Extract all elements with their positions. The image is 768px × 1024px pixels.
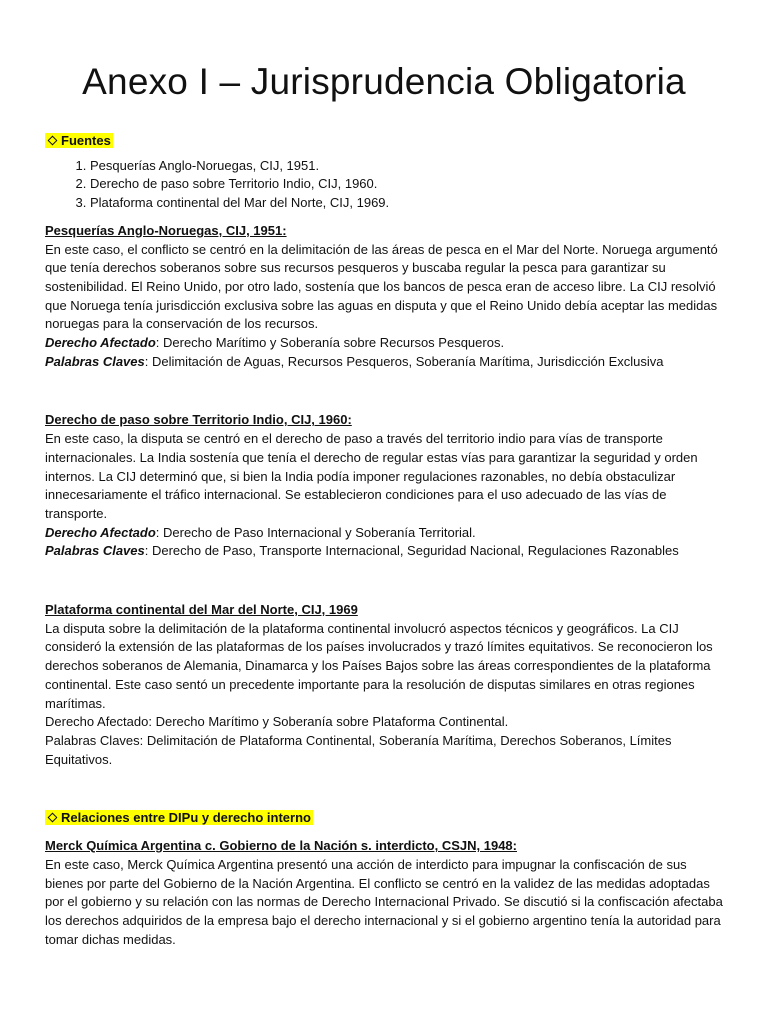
page-title: Anexo I – Jurisprudencia Obligatoria bbox=[82, 61, 686, 102]
case-title: Pesquerías Anglo-Noruegas, CIJ, 1951: bbox=[45, 222, 287, 238]
case-body: La disputa sobre la delimitación de la plataforma continental involucró aspectos técnicos y geográficos. La CIJ consideró la extensión de las plataformas de los países involucrados y trazó límites equitativos. Se reconocieron los derechos soberanos de Alemania, Dinamarca y los Países Bajos sobre las áreas correspondientes de la plataforma continental. Este caso sentó un precedente importante para la resolución de disputas similares en otras regiones marítimas. bbox=[45, 620, 713, 711]
case-claves bbox=[45, 353, 723, 372]
case-afectado bbox=[45, 334, 723, 353]
fuentes-list bbox=[45, 157, 723, 213]
case-title: Plataforma continental del Mar del Norte, CIJ, 1969 bbox=[45, 602, 358, 618]
case-mar-del-norte bbox=[45, 601, 723, 769]
list-item: 2. Derecho de paso sobre Territorio Indio, CIJ, 1960. bbox=[90, 175, 723, 194]
highlight-fuentes bbox=[45, 133, 113, 148]
case-territorio-indio bbox=[45, 411, 723, 561]
case-title: Merck Química Argentina c. Gobierno de la Nación s. interdicto, CSJN, 1948: bbox=[45, 838, 517, 854]
case-merck bbox=[45, 837, 723, 949]
claves-text: : Derecho de Paso, Transporte Internacional, Seguridad Nacional, Regulaciones Razonables bbox=[144, 543, 679, 559]
case-body: En este caso, la disputa se centró en el derecho de paso a través del territorio indio para vías de transporte internacionales. La India sostenía que tenía el derecho de regular estas vías para garantizar la seguridad y orden internos. La CIJ determinó que, si bien la India podía imponer regulaciones razonables, no debía obstaculizar innecesariamente el tráfico internacional. Se establecieron condiciones para el uso adecuado de las vías de transporte. bbox=[45, 431, 698, 521]
relaciones-heading: Relaciones entre DIPu y derecho interno bbox=[61, 810, 311, 826]
claves-label: Palabras Claves bbox=[45, 353, 145, 369]
list-item: 1. Pesquerías Anglo-Noruegas, CIJ, 1951. bbox=[90, 157, 723, 176]
case-afectado bbox=[45, 524, 723, 543]
claves-text: : Delimitación de Aguas, Recursos Pesqueros, Soberanía Marítima, Jurisdicción Exclusiva bbox=[144, 353, 664, 369]
afectado-text: : Derecho de Paso Internacional y Soberanía Territorial. bbox=[155, 524, 476, 540]
case-body: En este caso, Merck Química Argentina presentó una acción de interdicto para impugnar la confiscación de sus bienes por parte del Gobierno de la Nación Argentina. El conflicto se centró en la validez de las medidas adoptadas por el gobierno y su relación con las normas de Derecho Internacional Privado. Se discutió si la confiscación afectaba los derechos adquiridos de la empresa bajo el derecho internacional y si el gobierno argentino tenía la autoridad para tomar dichas medidas. bbox=[45, 856, 723, 947]
section-relaciones bbox=[45, 809, 723, 828]
diamond-icon bbox=[48, 813, 58, 823]
list-item: 3. Plataforma continental del Mar del Norte, CIJ, 1969. bbox=[90, 194, 723, 213]
diamond-icon bbox=[48, 136, 58, 146]
highlight-relaciones bbox=[45, 810, 313, 825]
case-body: En este caso, el conflicto se centró en la delimitación de las áreas de pesca en el Mar del Norte. Noruega argumentó que tenía derechos soberanos sobre sus recursos pesqueros y buscaba regular la pesca para garantizar su sostenibilidad. El Reino Unido, por otro lado, sostenía que los bancos de pesca eran de acceso libre. La CIJ resolvió que Noruega tenía jurisdicción exclusiva sobre las aguas en disputa y que el Reino Unido debía aceptar las medidas noruegas para la conservación de los recursos. bbox=[45, 241, 718, 332]
fuentes-heading: Fuentes bbox=[61, 133, 111, 148]
case-title: Derecho de paso sobre Territorio Indio, CIJ, 1960: bbox=[45, 412, 352, 428]
section-fuentes bbox=[45, 132, 723, 151]
case-claves: Palabras Claves: Delimitación de Plataforma Continental, Soberanía Marítima, Derechos Soberanos, Límites Equitativos. bbox=[45, 732, 672, 767]
afectado-label: Derecho Afectado bbox=[45, 335, 156, 351]
afectado-text: : Derecho Marítimo y Soberanía sobre Recursos Pesqueros. bbox=[155, 335, 505, 351]
case-afectado: Derecho Afectado: Derecho Marítimo y Soberanía sobre Plataforma Continental. bbox=[45, 714, 509, 730]
afectado-label: Derecho Afectado bbox=[45, 524, 156, 540]
case-anglo-noruegas bbox=[45, 222, 723, 372]
claves-label: Palabras Claves bbox=[45, 543, 145, 559]
case-claves bbox=[45, 542, 723, 561]
